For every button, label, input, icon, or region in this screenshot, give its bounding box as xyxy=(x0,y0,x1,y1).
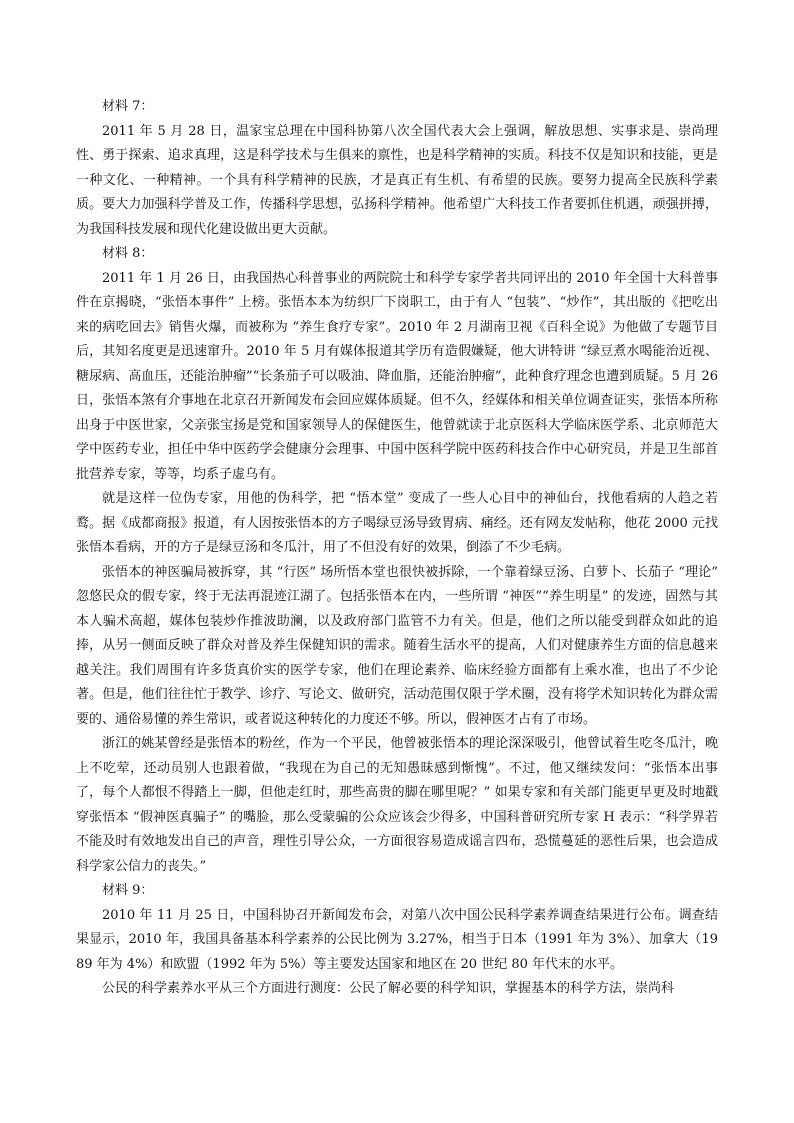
material-8-paragraph-4: 浙江的姚某曾经是张悟本的粉丝，作为一个平民，他曾被张悟本的理论深深吸引，他曾试着生吃冬瓜汁，晚上不吃荤，还动员别人也跟着做，“我现在为自己的无知愚昧感到惭愧”。不过，他又继续发问：“张悟本出事了，每个人都恨不得踏上一脚，但他走红时，那些高贵的脚在哪里呢？” 如果专家和有关部门能更早更及时地戳穿张悟本 “假神医真骗子” 的嘴脸，那么受蒙骗的公众应该会少得多，中国科普研究所专家 H 表示：“科学界若不能及时有效地发出自己的声音，理性引导公众，一方面很容易造成谣言四布，恐慌蔓延的恶性后果，也会造成科学家公信力的丧失。” xyxy=(76,736,718,874)
material-8-paragraph-2: 就是这样一位伪专家，用他的伪科学，把 “悟本堂” 变成了一些人心目中的神仙台，找他看病的人趋之若鹜。据《成都商报》报道，有人因按张悟本的方子喝绿豆汤导致胃病、痛经。还有网友发帖称，他花 2000 元找张悟本看病，开的方子是绿豆汤和冬瓜汁，用了不但没有好的效果，倒添了不少毛病。 xyxy=(76,491,718,555)
material-8-paragraph-1: 2011 年 1 月 26 日，由我国热心科普事业的两院院士和科学专家学者共同评出的 2010 年全国十大科普事件在京揭晓，“张悟本事件” 上榜。张悟本本为纺织厂下岗职工，由于有人 “包装”、“炒作”，其出版的《把吃出来的病吃回去》销售火爆，而被称为 “养生食疗专家”。2010 年 2 月湖南卫视《百科全说》为他做了专题节目后，其知名度更是迅速窜升。2010 年 5 月有媒体报道其学历有造假嫌疑，他大讲特讲 “绿豆煮水喝能治近视、糖尿病、高血压，还能治肿瘤”“长条茄子可以吸油、降血脂，还能治肿瘤”，此种食疗理念也遭到质疑。5 月 26 日，张悟本煞有介事地在北京召开新闻发布会回应媒体质疑。但不久，经媒体和相关单位调查证实，张悟本所称出身于中医世家，父亲张宝扬是党和国家领导人的保健医生，他曾就读于北京医科大学临床医学系、北京师范大学中医药专业，担任中华中医药学会健康分会理事、中国中医科学院中医药科技合作中心研究员，并是卫生部首批营养专家，等等，均系子虚乌有。 xyxy=(76,270,718,482)
material-8-heading: 材料 8： xyxy=(102,246,154,261)
material-9-paragraph-1: 2010 年 11 月 25 日，中国科协召开新闻发布会，对第八次中国公民科学素养调查结果进行公布。调查结果显示，2010 年，我国具备基本科学素养的公民比例为 3.27%，相当于日本（1991 年为 3%）、加拿大（1989 年为 4%）和欧盟（1992 年为 5%）等主要发达国家和地区在 20 世纪 80 年代末的水平。 xyxy=(76,907,718,972)
material-7-heading: 材料 7： xyxy=(102,99,154,114)
material-7-paragraph: 2011 年 5 月 28 日，温家宝总理在中国科协第八次全国代表大会上强调，解放思想、实事求是、崇尚理性、勇于探索、追求真理，这是科学技术与生俱来的禀性，也是科学精神的实质。科技不仅是知识和技能，更是一种文化、一种精神。一个具有科学精神的民族，才是真正有生机、有希望的民族。要努力提高全民族科学素质。要大力加强科学普及工作，传播科学思想，弘扬科学精神。他希望广大科技工作者要抓住机遇，顽强拼搏，为我国科技发展和现代化建设做出更大贡献。 xyxy=(76,123,718,237)
document-page xyxy=(76,95,718,1002)
material-9-paragraph-2: 公民的科学素养水平从三个方面进行测度：公民了解必要的科学知识，掌握基本的科学方法，崇尚科 xyxy=(102,981,675,996)
material-8-paragraph-3: 张悟本的神医骗局被拆穿，其 “行医” 场所悟本堂也很快被拆除，一个靠着绿豆汤、白萝卜、长茄子 “理论” 忽悠民众的假专家，终于无法再混迹江湖了。包括张悟本在内，一些所谓 “神医”“养生明星” 的发迹，固然与其本人骗术高超，媒体包装炒作推波助澜，以及政府部门监管不力有关。但是，他们之所以能受到群众如此的追捧，从另一侧面反映了群众对普及养生保健知识的需求。随着生活水平的提高，人们对健康养生方面的信息越来越关注。我们周围有许多货真价实的医学专家，他们在理论素养、临床经验方面都有上乘水准，也出了不少论著。但是，他们往往忙于教学、诊疗、写论文、做研究，活动范围仅限于学术圈，没有将学术知识转化为群众需要的、通俗易懂的养生常识，或者说这种转化的力度还不够。所以，假神医才占有了市场。 xyxy=(76,564,718,727)
material-9-heading: 材料 9： xyxy=(102,883,154,898)
